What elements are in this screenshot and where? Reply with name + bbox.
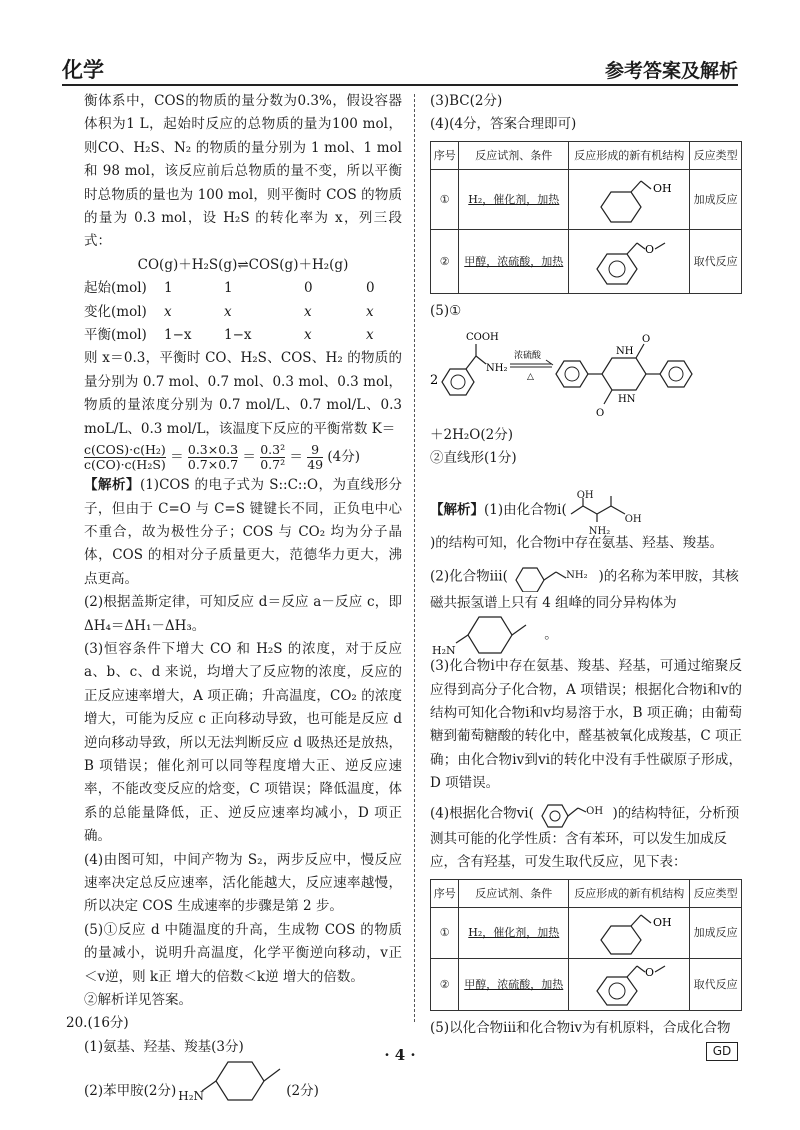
reaction-table-2: 序号 反应试剂、条件 反应形成的新有机结构 反应类型 ① H₂，催化剂，加热 OH 加成反应 ② 甲醇，浓硫酸，加热 O 取代反应 <box>430 879 742 1011</box>
benzylamine-structure: NH₂ <box>512 562 594 592</box>
svg-text:O: O <box>596 407 605 419</box>
svg-text:O: O <box>645 242 655 256</box>
benzyl-methyl-ether-structure-2 <box>569 958 690 1010</box>
row-equilibrium: 平衡(mol) 1−x 1−x x x <box>84 327 374 344</box>
cyclohexane-ring-icon <box>579 910 679 956</box>
condensation-reaction-scheme <box>430 324 742 424</box>
reaction-scheme-diagram <box>430 324 742 424</box>
benzene-ring-icon <box>579 237 679 287</box>
equilibrium-constant: $\frac{\text{c(COS)·c(H₂)}}{\text{c(CO)·c(H₂S)}}$ ＝ $\frac{0.3\times 0.3}{0.7\times 0.7}$ ＝ $\frac{\text{0.3²}}{\text{0.7²}}$ ＝ $\frac{9}{49}$ (4分) <box>84 442 361 473</box>
row-initial: 起始(mol) 1 1 0 0 <box>84 280 375 297</box>
svg-text:OH: OH <box>653 181 672 195</box>
para-toluidine-structure-2: H₂N <box>430 615 540 655</box>
reaction-equation: CO(g)＋H₂S(g)⇌COS(g)＋H₂(g) <box>137 256 349 273</box>
solution-2: (2)化合物ⅲ( NH₂ )的名称为苯甲胺，其核磁共振氢谱上只有 4 组峰的同分异构体为 H₂N 。 <box>430 562 742 655</box>
solution-5: (5)以化合物ⅲ和化合物ⅳ为有机原料，合成化合物 <box>430 1019 731 1036</box>
answer-5: (5)① <box>430 303 462 320</box>
solution-3: (3)化合物ⅰ中存在氨基、羧基、羟基，可通过缩聚反应得到高分子化合物，A 项错误；根据化合物ⅰ和ⅴ的结构可知化合物ⅰ和ⅴ均易溶于水，B 项正确；由葡萄糖到葡萄糖酸的转化中，醛基被氧化成羧基，C 项正确；由化合物ⅳ到ⅵ的转化中没有手性碳原子形成，D 项错误。 <box>430 658 742 792</box>
cyclohexylmethanol-structure-2 <box>569 907 690 958</box>
svg-text:COOH: COOH <box>466 331 499 343</box>
page-number: · 4 · <box>384 1046 416 1064</box>
solution-1: 【解析】 (1)由化合物ⅰ( OH OH NH₂ )的结构可知，化合物ⅰ中存在氨基、羟基、羧基。 <box>430 490 724 552</box>
cyclohexylmethanol-structure <box>569 170 690 230</box>
svg-text:2: 2 <box>430 372 439 388</box>
svg-text:O: O <box>645 966 655 980</box>
answer-3: (3)BC(2分) <box>430 93 503 109</box>
column-divider <box>414 94 415 1022</box>
region-tag: GD <box>706 1042 738 1061</box>
right-column <box>430 90 742 1040</box>
analysis-1: 【解析】(1)COS 的电子式为 S::C::O，为直线形分子，但由于 C=O 与 C=S 键键长不同，正负电中心不重合，故为极性分子；COS 与 CO₂ 均为分子晶体，COS 的相对分子质量更大，范德华力更大，沸点更高。 <box>84 477 402 587</box>
cyclohexane-ring-icon <box>579 175 679 225</box>
analysis-6: ②解析详见答案。 <box>84 992 192 1009</box>
analysis-3: (3)恒容条件下增大 CO 和 H₂S 的浓度，对于反应 a、b、c、d 来说，均增大了反应物的浓度，反应的正反应速率增大，A 项正确；升高温度，CO₂ 的浓度增大，可能为反应 c 正向移动导致，也可能是反应 d 逆向移动导致，所以无法判断反应 d 吸热还是放热，B 项错误；催化剂可以同等程度增大正、逆反应速率，不能改变反应的焓变，C 项错误；降低温度，体系的总能量降低，正、逆反应速率均减小，D 项正确。 <box>84 640 402 845</box>
answer-5-water: ＋2H₂O(2分) <box>430 426 513 443</box>
benzyl-methyl-ether-structure <box>569 230 690 294</box>
left-column <box>66 90 402 1104</box>
subject-title: 化学 <box>62 58 104 82</box>
benzene-ring-icon <box>579 961 679 1007</box>
svg-text:浓硫酸: 浓硫酸 <box>514 350 542 361</box>
para-toluidine-structure: H₂N <box>176 1059 286 1103</box>
svg-text:OH: OH <box>653 915 672 929</box>
reaction-table-1: 序号 反应试剂、条件 反应形成的新有机结构 反应类型 ① H₂，催化剂，加热 OH 加成反应 ② 甲醇，浓硫酸，加热 O 取代反应 <box>430 141 742 294</box>
svg-text:O: O <box>642 333 651 345</box>
analysis-2: (2)根据盖斯定律，可知反应 d＝反应 a－反应 c，即 ΔH₄＝ΔH₁－ΔH₃。 <box>84 594 402 634</box>
analysis-4: (4)由图可知，中间产物为 S₂，两步反应中，慢反应速率决定总反应速率，活化能越大，反应速率越慢，所以决定 COS 生成速率的步骤是第 2 步。 <box>84 851 402 915</box>
compound-vi-structure: OH <box>538 800 608 828</box>
three-stage-table <box>84 277 402 347</box>
page-header <box>62 52 738 86</box>
q20-answer-1: (1)氨基、羟基、羧基(3分) <box>84 1038 244 1055</box>
paragraph-result: 则 x＝0.3，平衡时 CO、H₂S、COS、H₂ 的物质的量分别为 0.7 mol、0.7 mol、0.3 mol、0.3 mol，物质的量浓度分别为 0.7 mol/L、0.7 mol/L、0.3 moL/L、0.3 mol/L，该温度下反应的平衡常数 K＝ <box>84 350 402 437</box>
question-20-title: 20.(16分) <box>66 1015 129 1032</box>
svg-text:NH₂: NH₂ <box>486 362 508 374</box>
solution-4: (4)根据化合物ⅵ( OH )的结构特征，分析预测其可能的化学性质：含有苯环，可以发生加成反应，含有羟基，可发生取代反应，见下表： <box>430 800 742 875</box>
svg-text:HN: HN <box>618 393 636 405</box>
svg-text:NH: NH <box>616 345 634 357</box>
paragraph-equilibrium: 衡体系中，COS的物质的量分数为0.3%，假设容器体积为1 L，起始时反应的总物质的量为100 mol，则CO、H₂S、N₂ 的物质的量分别为 1 mol、1 mol 和 98 mol，该反应前后总物质的量不变，所以平衡时总物质的量也为 100 mol，则平衡时 COS 的物质的量为 0.3 mol，设 H₂S 的转化率为 x，列三段式： <box>84 93 402 250</box>
row-change: 变化(mol) x x x x <box>84 303 374 320</box>
q20-answer-2: (2)苯甲胺(2分) H₂N (2分) <box>84 1059 402 1103</box>
svg-text:△: △ <box>527 371 534 382</box>
answer-4: (4)(4分，答案合理即可) <box>430 116 577 133</box>
compound-i-structure: OH OH NH₂ <box>567 488 663 532</box>
answer-5-shape: ②直线形(1分) <box>430 450 517 467</box>
section-title: 参考答案及解析 <box>604 60 738 82</box>
analysis-5: (5)①反应 d 中随温度的升高，生成物 COS 的物质的量减小，说明升高温度，化学平衡逆向移动，v正＜v逆，则 k正 增大的倍数＜k逆 增大的倍数。 <box>84 921 402 985</box>
